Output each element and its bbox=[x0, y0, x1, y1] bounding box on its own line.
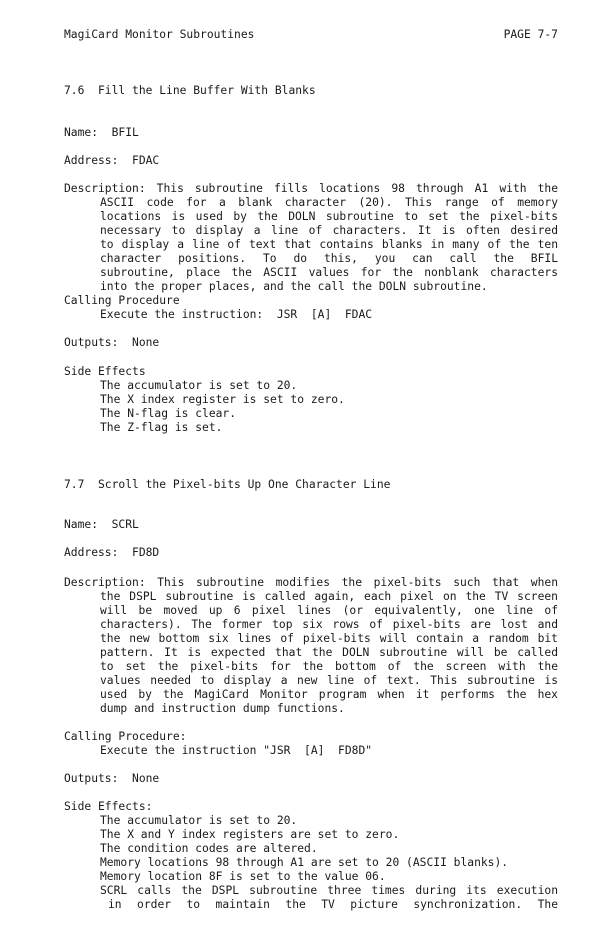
description-line: the DSPL subroutine is called again, each pixel on the TV screen bbox=[100, 590, 558, 603]
side-effect-item: The condition codes are altered. bbox=[100, 842, 318, 855]
side-effect-item: The accumulator is set to 20. bbox=[100, 814, 298, 827]
description-line: characters). The former top six rows of pixel-bits are lost and bbox=[100, 618, 558, 631]
page-number: PAGE 7-7 bbox=[503, 28, 558, 41]
description-line: locations is used by the DOLN subroutine to set the pixel-bits bbox=[100, 210, 558, 223]
description-line: Description: This subroutine fills locations 98 through A1 with the bbox=[64, 182, 558, 195]
side-effects-label: Side Effects: bbox=[64, 800, 153, 813]
side-effect-item: Memory locations 98 through A1 are set to 20 (ASCII blanks). bbox=[100, 856, 509, 869]
side-effect-item: Memory location 8F is set to the value 06. bbox=[100, 870, 386, 883]
description-line: ASCII code for a blank character (20). This range of memory bbox=[100, 196, 558, 209]
description-line: to set the pixel-bits for the bottom of the screen with the bbox=[100, 660, 558, 673]
side-effect-item: The X index register is set to zero. bbox=[100, 393, 345, 406]
side-effect-item: SCRL calls the DSPL subroutine three times during its execution bbox=[100, 884, 558, 897]
description-line: into the proper places, and the call the DOLN subroutine. bbox=[100, 280, 488, 293]
description-line: subroutine, place the ASCII values for the nonblank characters bbox=[100, 266, 558, 279]
section-heading-7-6: 7.6 Fill the Line Buffer With Blanks bbox=[64, 84, 316, 97]
description-line: character positions. To do this, you can call the BFIL bbox=[100, 252, 558, 265]
calling-procedure-label: Calling Procedure: bbox=[64, 730, 187, 743]
description-line: values needed to display a new line of text. This subroutine is bbox=[100, 674, 558, 687]
side-effects-label: Side Effects bbox=[64, 365, 146, 378]
description-line: Description: This subroutine modifies the pixel-bits such that when bbox=[64, 576, 558, 589]
outputs-line: Outputs: None bbox=[64, 336, 160, 349]
side-effect-item: The Z-flag is set. bbox=[100, 421, 223, 434]
description-line: to display a line of text that contains blanks in many of the ten bbox=[100, 238, 558, 251]
address-line: Address: FD8D bbox=[64, 546, 160, 559]
side-effect-item: The X and Y index registers are set to zero. bbox=[100, 828, 400, 841]
calling-procedure-label: Calling Procedure bbox=[64, 294, 180, 307]
description-line: pattern. It is expected that the DOLN subroutine will be called bbox=[100, 646, 558, 659]
description-line: dump and instruction dump functions. bbox=[100, 702, 345, 715]
description-line: will be moved up 6 pixel lines (or equivalently, one line of bbox=[100, 604, 558, 617]
side-effect-item: The N-flag is clear. bbox=[100, 407, 237, 420]
side-effect-item: in order to maintain the TV picture synchronization. The bbox=[108, 898, 558, 911]
calling-procedure-text: Execute the instruction "JSR [A] FD8D" bbox=[100, 744, 373, 757]
address-line: Address: FDAC bbox=[64, 154, 160, 167]
description-line: the new bottom six lines of pixel-bits will contain a random bit bbox=[100, 632, 558, 645]
name-line: Name: BFIL bbox=[64, 126, 139, 139]
running-header-title: MagiCard Monitor Subroutines bbox=[64, 28, 255, 41]
description-line: used by the MagiCard Monitor program when it performs the hex bbox=[100, 688, 558, 701]
side-effect-item: The accumulator is set to 20. bbox=[100, 379, 298, 392]
calling-procedure-text: Execute the instruction: JSR [A] FDAC bbox=[100, 308, 373, 321]
name-line: Name: SCRL bbox=[64, 518, 139, 531]
outputs-line: Outputs: None bbox=[64, 772, 160, 785]
description-line: necessary to display a line of characters. It is often desired bbox=[100, 224, 558, 237]
section-heading-7-7: 7.7 Scroll the Pixel-bits Up One Character Line bbox=[64, 478, 391, 491]
